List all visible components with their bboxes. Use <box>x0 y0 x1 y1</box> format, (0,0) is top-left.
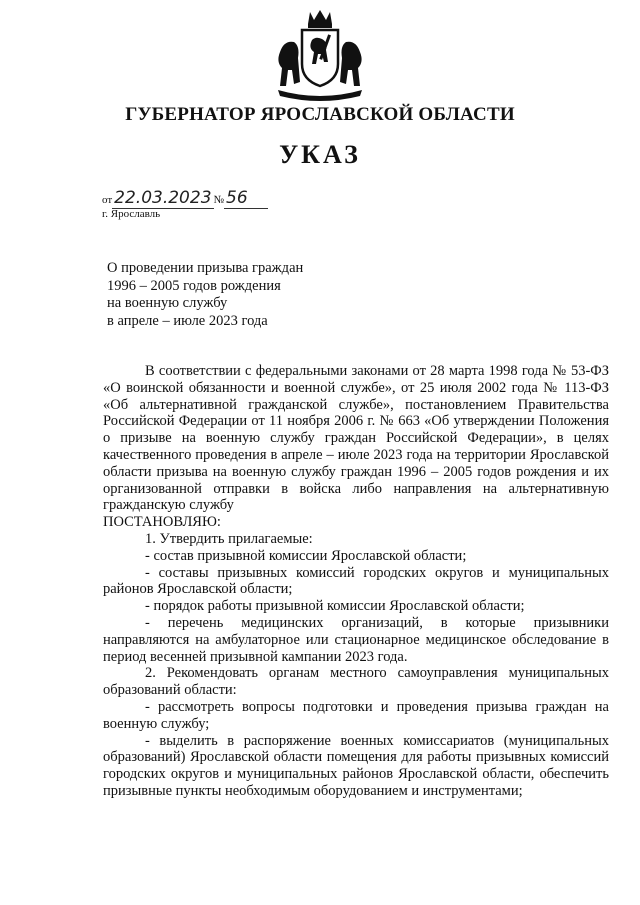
item-2-b: - выделить в распоряжение военных комиссариатов (муниципальных образований) Ярославской области помещения для работы призывных комиссий городских округов и муниципальных районов Ярославской области, обеспечить призывные пункты необходимым оборудованием и инструментами; <box>103 732 609 799</box>
item-1-d: - перечень медицинских организаций, в которые призывники направляются на амбулаторное или стационарное медицинское обследование в период весенней призывной кампании 2023 года. <box>103 614 609 665</box>
subject-line: О проведении призыва граждан <box>107 260 304 276</box>
authority-heading: ГУБЕРНАТОР ЯРОСЛАВСКОЙ ОБЛАСТИ <box>125 104 515 125</box>
number-prefix: № <box>213 194 225 206</box>
city-label: г. Ярославль <box>102 208 161 220</box>
item-2: 2. Рекомендовать органам местного самоуправления муниципальных образований области: <box>103 665 609 699</box>
document-type-heading: УКАЗ <box>279 140 361 169</box>
decree-word: ПОСТАНОВЛЯЮ: <box>103 514 221 531</box>
decree-body <box>103 363 609 800</box>
preamble-paragraph: В соответствии с федеральными законами от 28 марта 1998 года № 53-ФЗ «О воинской обязанности и военной службе», от 25 июля 2002 года № 113-ФЗ «Об альтернативной гражданской службе», постановлением Правительства Российской Федерации от 11 ноября 2006 г. № 663 «Об утверждении Положения о призыве на военную службу граждан Российской Федерации», в целях качественного проведения в апреле – июле 2023 года на территории Ярославской области призыва на военную службу граждан 1996 – 2005 годов рождения и их организованной отправки в войска либо направления на альтернативную гражданскую службу <box>103 363 609 514</box>
date-prefix: от <box>102 194 113 206</box>
handwritten-number: 56 <box>226 188 248 208</box>
decree-subject <box>107 260 303 330</box>
item-1-a: - состав призывной комиссии Ярославской области; <box>145 547 467 564</box>
subject-line: в апреле – июле 2023 года <box>107 312 268 329</box>
handwritten-date: 22.03.2023 <box>114 188 212 208</box>
item-1-c: - порядок работы призывной комиссии Ярославской области; <box>145 598 525 615</box>
item-1-b: - составы призывных комиссий городских округов и муниципальных районов Ярославской области; <box>103 564 609 598</box>
subject-line: на военную службу <box>107 295 228 311</box>
date-number-line <box>102 188 268 209</box>
yaroslavl-coat-of-arms-icon <box>272 6 368 102</box>
item-1: 1. Утвердить прилагаемые: <box>145 530 313 547</box>
item-2-a: - рассмотреть вопросы подготовки и проведения призыва граждан на военную службу; <box>103 698 609 732</box>
subject-line: 1996 – 2005 годов рождения <box>107 277 281 294</box>
